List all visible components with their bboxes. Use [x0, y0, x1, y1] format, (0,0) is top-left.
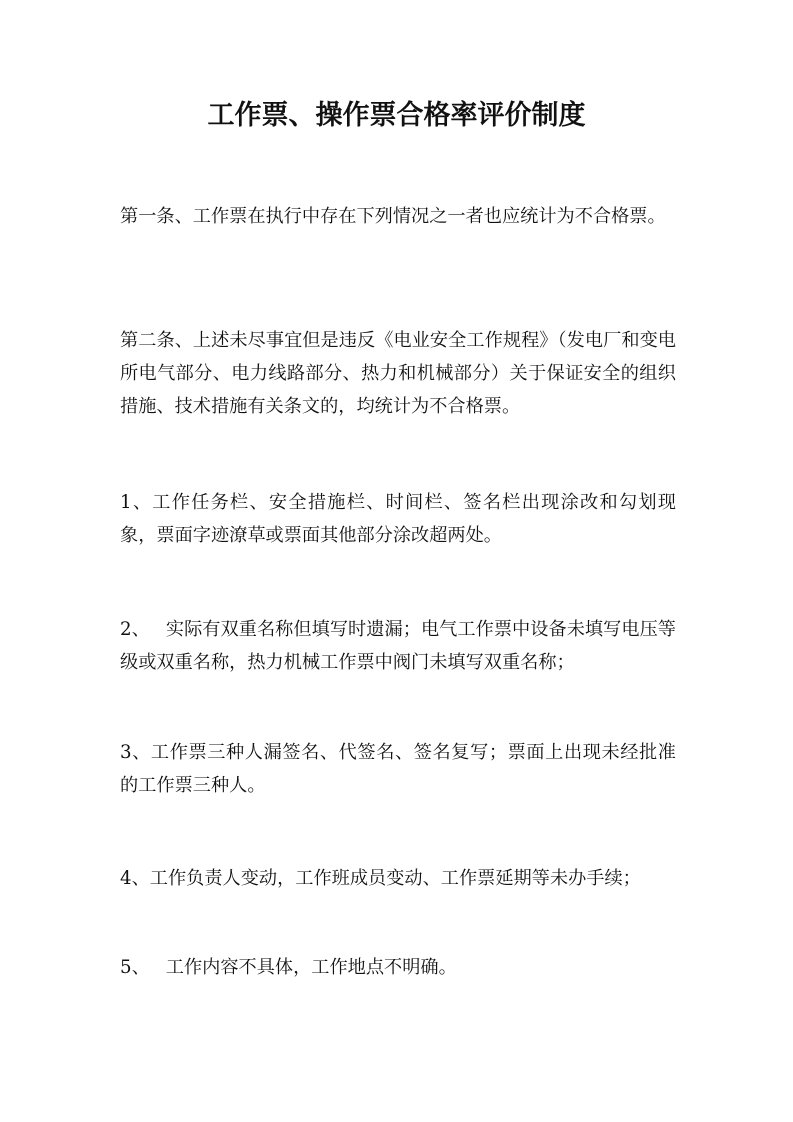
item-5-text: 工作内容不具体，工作地点不明确。 — [165, 957, 457, 978]
item-1-paragraph: 1、工作任务栏、安全措施栏、时间栏、签名栏出现涂改和勾划现象，票面字迹潦草或票面其他部分涂改超两处。 — [120, 492, 676, 546]
article-1-paragraph: 第一条、工作票在执行中存在下列情况之一者也应统计为不合格票。 — [120, 206, 666, 227]
item-2-number: 2、 — [120, 619, 150, 640]
item-5-paragraph — [120, 951, 676, 984]
item-2-paragraph — [120, 613, 676, 679]
item-4-paragraph: 4、工作负责人变动，工作班成员变动、工作票延期等未办手续； — [120, 868, 641, 889]
item-3-paragraph: 3、工作票三种人漏签名、代签名、签名复写；票面上出现未经批准的工作票三种人。 — [120, 742, 676, 796]
article-2-paragraph: 第二条、上述未尽事宜但是违反《电业安全工作规程》（发电厂和变电所电气部分、电力线路部分、热力和机械部分）关于保证安全的组织措施、技术措施有关条文的，均统计为不合格票。 — [120, 330, 676, 417]
page-title: 工作票、操作票合格率评价制度 — [207, 100, 586, 131]
item-5-number: 5、 — [120, 957, 150, 978]
item-2-text: 实际有双重名称但填写时遗漏；电气工作票中设备未填写电压等级或双重名称，热力机械工作票中阀门未填写双重名称； — [120, 619, 676, 673]
